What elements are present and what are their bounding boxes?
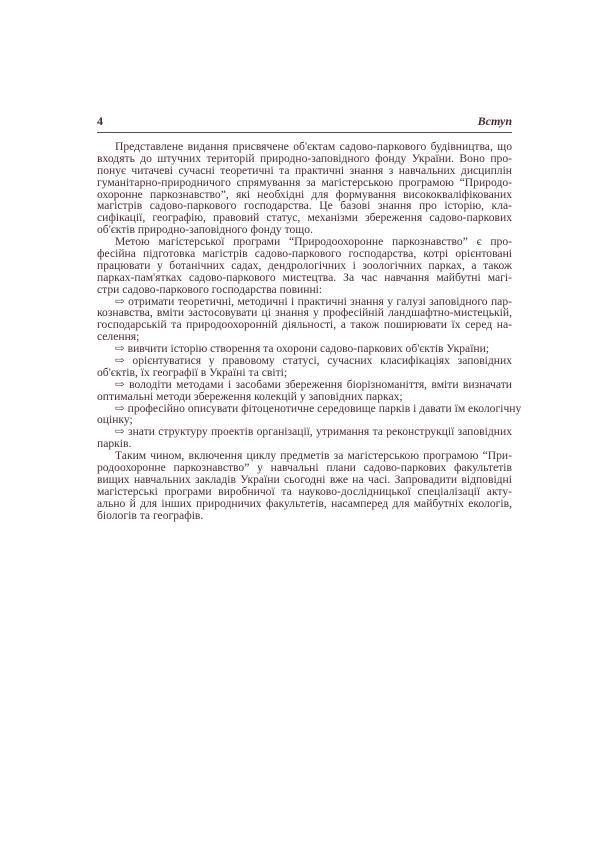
running-title: Вступ	[477, 114, 512, 128]
text-line: ⇨ орієнтуватися у правовому статусі, сучасних класифікаціях заповідних	[115, 354, 512, 368]
text-line: ⇨ професійно описувати фітоценотичне середовище парків і давати їм екологічну	[115, 401, 522, 415]
text-line: кознавства, вміти застосовувати ці знання у професійній ландшафтно-мистецькій,	[97, 306, 512, 320]
text-line: ально й для інших природничих факультетів, насамперед для майбутніх екологів,	[97, 496, 512, 510]
bullet-item	[97, 426, 512, 450]
text-line: об'єктів, їх географії в Україні та світі;	[97, 365, 288, 379]
text-line: працювати у ботанічних садах, дендрологічних і зоологічних парках, а також	[97, 258, 512, 272]
text-line: понує читачеві сучасні теоретичні та практичні знання з навчальних дисциплін	[97, 163, 512, 177]
text-line: Представлене видання присвячене об'єктам садово-паркового будівництва, що	[115, 140, 512, 153]
text-line: ⇨ знати структуру проектів організації, утримання та реконструкції заповідних	[115, 425, 512, 439]
text-line: селення;	[97, 330, 140, 344]
text-line: парків.	[97, 437, 132, 451]
page-header	[97, 114, 512, 133]
text-line: ⇨ отримати теоретичні, методичні і практичні знання у галузі заповідного пар-	[115, 294, 512, 308]
text-line: вищих навчальних закладів України сьогодні вже на часі. Запровадити відповідні	[97, 472, 512, 486]
paragraph	[97, 450, 512, 521]
bullet-item	[97, 296, 512, 344]
bullet-item	[97, 401, 522, 427]
text-line: магістерські програми виробничої та науково-дослідницької спеціалізації акту-	[97, 484, 512, 498]
text-line: входять до штучних територій природно-заповідного фонду України. Воно про-	[97, 151, 512, 165]
body-text	[97, 140, 522, 522]
text-line: оцінку;	[97, 413, 133, 427]
text-line: гуманітарно-природничого спрямування за магістерською програмою “Природо-	[97, 175, 512, 189]
text-line: сифікації, географію, правовий статус, механізми збереження садово-паркових	[97, 211, 512, 225]
text-line: охоронне паркознавство”, які необхідні для формування висококваліфікованих	[97, 187, 512, 201]
bullet-item	[97, 355, 512, 379]
text-line: біологів та географів.	[97, 508, 204, 522]
paragraph	[97, 141, 512, 236]
text-line: парках-пам'ятках садово-паркового мистецтва. За час навчання майбутні магі-	[97, 270, 512, 284]
text-line: магістрів садово-паркового господарства. Це базові знання про історію, кла-	[97, 199, 512, 213]
text-line: стри садово-паркового господарства повинні:	[97, 282, 323, 296]
bullet-item	[97, 379, 512, 403]
text-line: ⇨ володіти методами і засобами збереження біорізноманіття, вміти визначати	[115, 377, 512, 391]
text-line: родоохоронне паркознавство” у навчальні плани садово-паркових факультетів	[97, 461, 512, 475]
page-number: 4	[97, 114, 103, 128]
text-line: оптимальні методи збереження колекцій у заповідних парках;	[97, 389, 403, 403]
text-line: Таким чином, включення циклу предметів за магістерською програмою “При-	[115, 449, 512, 463]
text-line: господарській та природоохоронній діяльності, а також поширювати їх серед на-	[97, 318, 512, 332]
text-line: Метою магістерської програми “Природоохоронне паркознавство” є про-	[115, 235, 512, 249]
text-line: ⇨ вивчити історію створення та охорони садово-паркових об'єктів України;	[115, 342, 490, 356]
text-line: фесійна підготовка магістрів садово-паркового господарства, котрі орієнтовані	[97, 247, 512, 261]
paragraph	[97, 236, 512, 295]
text-line: об'єктів природно-заповідного фонду тощо.	[97, 223, 313, 237]
